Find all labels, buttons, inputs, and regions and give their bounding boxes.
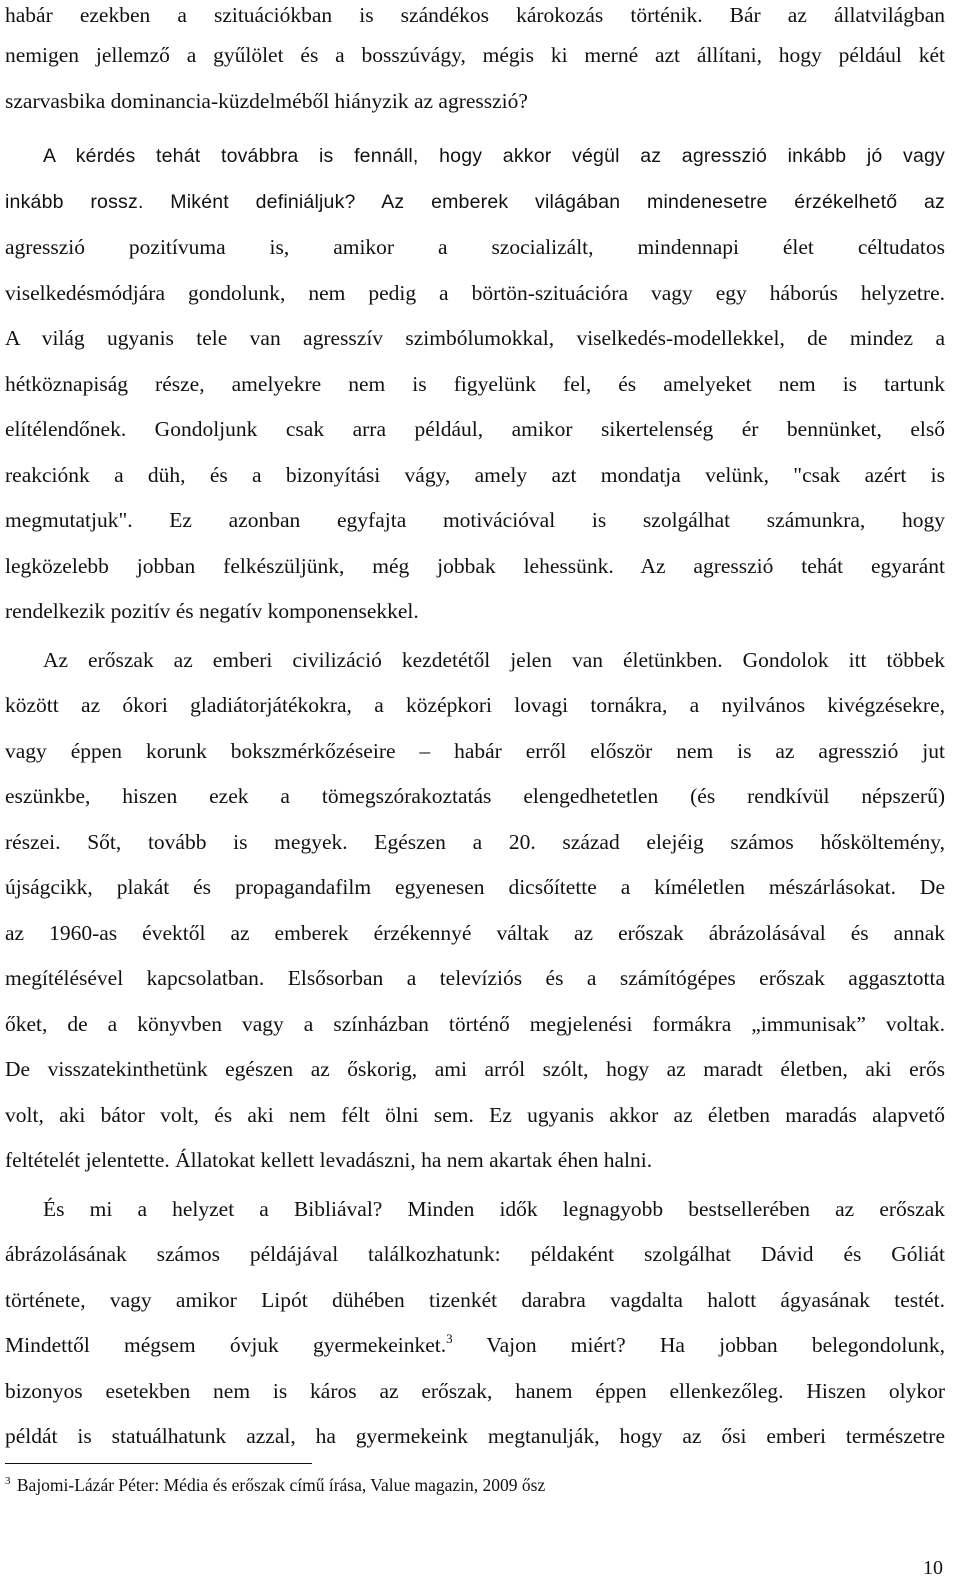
- text-line: között az ókori gladiátorjátékokra, a középkori lovagi tornákra, a nyilvános kivégzésekre,: [5, 693, 945, 717]
- text-line: története, vagy amikor Lipót dühében tizenkét darabra vagdalta halott ágyasának testét.: [5, 1288, 945, 1312]
- text-line: hétköznapiság része, amelyekre nem is figyelünk fel, és amelyeket nem is tartunk: [5, 372, 945, 396]
- text-line: A világ ugyanis tele van agresszív szimbólumokkal, viselkedés-modellekkel, de mindez a: [5, 326, 945, 350]
- text-line: inkább rossz. Miként definiáljuk? Az emberek világában mindenesetre érzékelhető az: [5, 191, 945, 213]
- text-line: bizonyos esetekben nem is káros az erőszak, hanem éppen ellenkezőleg. Hiszen olykor: [5, 1379, 945, 1403]
- text-line: legközelebb jobban felkészüljünk, még jobbak lehessünk. Az agresszió tehát egyaránt: [5, 554, 945, 578]
- text-line: őket, de a könyvben vagy a színházban történő megjelenési formákra „immunisak” voltak.: [5, 1012, 945, 1036]
- text-line: az 1960-as évektől az emberek érzékennyé váltak az erőszak ábrázolásával és annak: [5, 921, 945, 945]
- text-line: És mi a helyzet a Bibliával? Minden idők legnagyobb bestsellerében az erőszak: [43, 1197, 945, 1221]
- footnote-text: Bajomi-Lázár Péter: Média és erőszak című írása, Value magazin, 2009 ősz: [12, 1475, 546, 1495]
- footnote: [5, 1473, 905, 1497]
- text-line: De visszatekinthetünk egészen az őskorig, ami arról szólt, hogy az maradt életben, aki erős: [5, 1057, 945, 1081]
- text-line: rendelkezik pozitív és negatív komponensekkel.: [5, 599, 419, 623]
- text-line: volt, aki bátor volt, és aki nem félt ölni sem. Ez ugyanis akkor az életben maradás alapvető: [5, 1103, 945, 1127]
- text-line: szarvasbika dominancia-küzdelméből hiányzik az agresszió?: [5, 89, 528, 113]
- text-segment: Mindettől mégsem óvjuk gyermekeinket.: [5, 1333, 447, 1357]
- footnote-reference[interactable]: 3: [446, 1331, 453, 1346]
- text-line: megítélésével kapcsolatban. Elsősorban a televíziós és a számítógépes erőszak aggasztotta: [5, 966, 945, 990]
- footnote-mark: 3: [5, 1475, 11, 1487]
- text-line: elítélendőnek. Gondoljunk csak arra például, amikor sikertelenség ér bennünket, első: [5, 417, 945, 441]
- text-segment: Vajon miért? Ha jobban belegondolunk,: [452, 1333, 945, 1357]
- text-line: agresszió pozitívuma is, amikor a szocializált, mindennapi élet céltudatos: [5, 235, 945, 259]
- text-line: habár ezekben a szituációkban is szándékos károkozás történik. Bár az állatvilágban: [5, 3, 945, 27]
- text-line: Az erőszak az emberi civilizáció kezdetétől jelen van életünkben. Gondolok itt többek: [43, 648, 945, 672]
- text-line: megmutatjuk". Ez azonban egyfajta motivációval is szolgálhat számunkra, hogy: [5, 508, 945, 532]
- text-line: eszünkbe, hiszen ezek a tömegszórakoztatás elengedhetetlen (és rendkívül népszerű): [5, 784, 945, 808]
- footnote-separator: [5, 1463, 312, 1464]
- text-line: részei. Sőt, tovább is megyek. Egészen a 20. század elejéig számos hősköltemény,: [5, 830, 945, 854]
- text-line-with-footnote-ref: [5, 1330, 945, 1360]
- text-line: újságcikk, plakát és propagandafilm egyenesen dicsőítette a kíméletlen mészárlásokat. De: [5, 875, 945, 899]
- text-line: viselkedésmódjára gondolunk, nem pedig a börtön-szituációra vagy egy háborús helyzetre.: [5, 281, 945, 305]
- page-number: 10: [923, 1557, 943, 1579]
- text-line: nemigen jellemző a gyűlölet és a bosszúvágy, mégis ki merné azt állítani, hogy például két: [5, 43, 945, 67]
- text-line: példát is statuálhatunk azzal, ha gyermekeink megtanulják, hogy az ősi emberi természetre: [5, 1424, 945, 1448]
- text-line: vagy éppen korunk bokszmérkőzéseire – habár erről először nem is az agresszió jut: [5, 739, 945, 763]
- text-line: reakciónk a düh, és a bizonyítási vágy, amely azt mondatja velünk, "csak azért is: [5, 463, 945, 487]
- text-line: feltételét jelentette. Állatokat kellett levadászni, ha nem akartak éhen halni.: [5, 1148, 653, 1172]
- text-line: ábrázolásának számos példájával találkozhatunk: példaként szolgálhat Dávid és Góliát: [5, 1242, 945, 1266]
- text-line: A kérdés tehát továbbra is fennáll, hogy akkor végül az agresszió inkább jó vagy: [43, 145, 945, 167]
